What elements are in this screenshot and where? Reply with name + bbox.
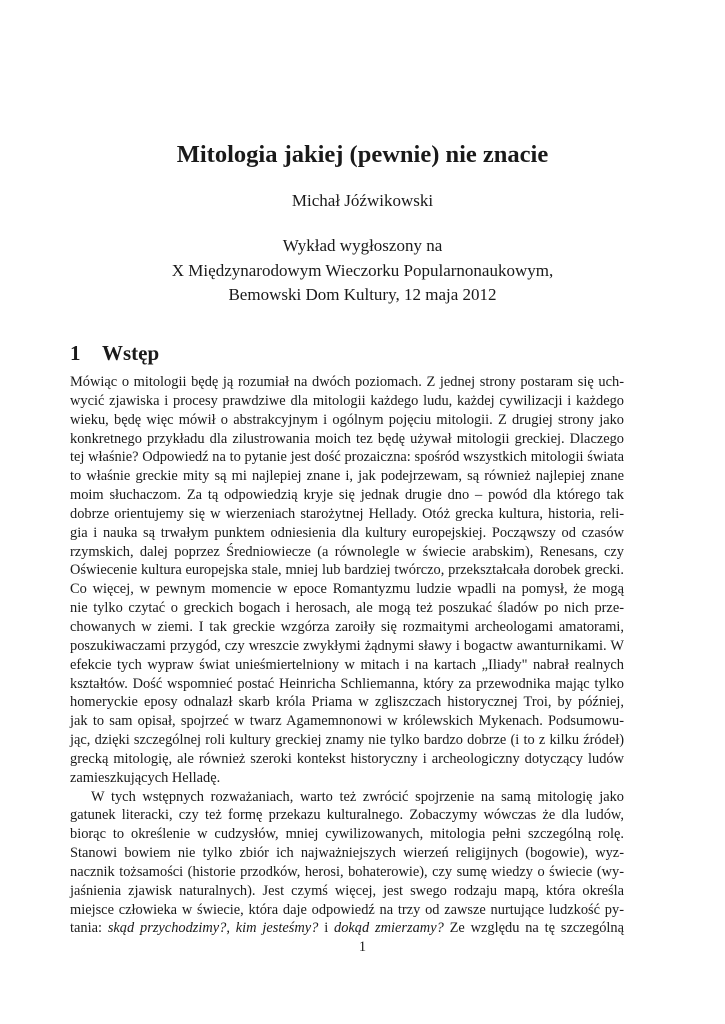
paragraph-line: homeryckie eposy odnalazł skarb króla Priama w zgliszczach historycznej Troi, by później,	[70, 694, 624, 711]
paragraph-line	[70, 919, 624, 938]
paragraph-line: to właśnie greckie mity są mi najlepiej znane i, jak podejrzewam, są również najlepiej znane	[70, 468, 624, 485]
paragraph-line: nie tylko czytać o greckich bogach i herosach, ale mogą też poszukać śladów po nich prze-	[70, 600, 624, 617]
affiliation-line-3: Bemowski Dom Kultury, 12 maja 2012	[228, 285, 497, 304]
paragraph-line: W tych wstępnych rozważaniach, warto też zwrócić spojrzenie na samą mitologię jako	[91, 788, 624, 805]
paragraph-line: zamieszkujących Helladę.	[70, 769, 221, 786]
paragraph-line: grecką mitologię, ale również szeroki kontekst historyczny i archeologiczny dotyczący ludów	[70, 750, 624, 767]
text-span: tania:	[70, 920, 108, 937]
paragraph-line: tej właśnie? Odpowiedź na to pytanie jest dość prozaiczna: spośród wszystkich mitologii świata	[70, 449, 624, 466]
paragraph-line: poszukiwaczami przygód, czy wreszcie zwykłymi żądnymi sławy i bogactw awanturnikami. W	[70, 637, 624, 654]
affiliation-line-2: X Międzynarodowym Wieczorku Popularnonaukowym,	[171, 261, 554, 280]
section-title: Wstęp	[102, 341, 160, 365]
paragraph-line: efekcie tych wypraw świat unieśmiertelniony w mitach i na kartach „Iliady" nabrał realnych	[70, 656, 624, 673]
paragraph-line: Oświecenie kultura europejska stale, mniej lub bardziej twórczo, przekształcała dorobek grecki.	[70, 562, 624, 579]
paragraph-line: gia i nauka są trwałym punktem odniesienia dla kultury europejskiej. Począwszy od czasów	[70, 524, 624, 541]
author-name: Michał Jóźwikowski	[291, 191, 434, 210]
paragraph-line: moim słuchaczom. Za tą odpowiedzią kryje się jednak drugie dno – powód dla którego tak	[70, 487, 624, 504]
body-text	[70, 373, 624, 938]
paragraph-line: biorąc to określenie w cudzysłów, mniej cywilizowanych, mitologia pełni szczególną rolę.	[70, 826, 624, 843]
paragraph-line: dobrze orientujemy się w wierzeniach starożytnej Hellady. Otóż grecka kultura, historia, reli-	[70, 505, 624, 522]
paragraph-line: wieku, będę więc mówił o abstrakcyjnym i ogólnym pojęciu mitologii. Z drugiej strony jako	[70, 411, 624, 428]
text-span: ,	[226, 920, 236, 937]
paragraph-line: Co więcej, w pewnym momencie w epoce Romantyzmu ludzie wpadli na pomysł, że mogą	[70, 581, 624, 598]
paragraph-1	[70, 373, 624, 788]
paragraph-line: nacznik tożsamości (historie przodków, herosi, bohaterowie), czy sumę wiedzy o świecie (wy-	[70, 863, 624, 880]
question-1: skąd przychodzimy?	[107, 920, 227, 937]
question-2: kim jesteśmy?	[235, 920, 319, 937]
paragraph-line: jaśnienia zjawisk naturalnych). Jest czymś więcej, jest swego rodzaju mapą, która określa	[70, 882, 624, 899]
paper-title: Mitologia jakiej (pewnie) nie znacie	[176, 141, 549, 168]
paragraph-line: jąc, dzięki szczególnej roli kultury greckiej znamy nie tylko bardzo dobrze (i to z kilku źródeł)	[70, 732, 624, 749]
question-3: dokąd zmierzamy?	[334, 920, 444, 937]
page-number: 1	[358, 939, 367, 955]
text-span: i	[318, 920, 335, 937]
paragraph-line: miejsce człowieka w świecie, która daje odpowiedź na trzy od zawsze nurtujące ludzkość py-	[70, 901, 624, 918]
paragraph-line: jak to sam opisał, spojrzeć w twarz Agamemnonowi w królewskich Mykenach. Podsumowu-	[70, 713, 624, 730]
paragraph-line: Mówiąc o mitologii będę ją rozumiał na dwóch poziomach. Z jednej strony postaram się uch-	[70, 374, 624, 390]
paragraph-line: rzymskich, dalej poprzez Średniowiecze (a równolegle w świecie arabskim), Renesans, czy	[70, 543, 624, 560]
section-heading	[70, 339, 159, 367]
paragraph-line: chowanych w ziemi. I tak greckie wzgórza zaroiły się rozmaitymi archeologami amatorami,	[70, 618, 624, 635]
section-number: 1	[70, 341, 81, 365]
paragraph-line: Stanowi bowiem nie tylko zbiór ich najważniejszych wierzeń religijnych (bogowie), wyz-	[70, 845, 624, 862]
paragraph-line: gatunek literacki, czy też formę przekazu kulturalnego. Zobaczymy wówczas że dla ludów,	[70, 807, 624, 824]
paragraph-2	[70, 788, 624, 920]
paragraph-line: kształtów. Dość wspomnieć postać Heinricha Schliemanna, który za przewodnika mając tylko	[70, 675, 624, 692]
paragraph-line: konkretnego przykładu dla zilustrowania moich tez będę używał mitologii greckiej. Dlaczego	[70, 430, 624, 447]
text-span: Ze względu na tę szczególną	[443, 920, 624, 937]
paragraph-line: wycić zjawiska i procesy prawdziwe dla mitologii każdego ludu, każdej cywilizacji i każdego	[70, 392, 624, 409]
affiliation-line-1: Wykład wygłoszony na	[282, 236, 443, 255]
